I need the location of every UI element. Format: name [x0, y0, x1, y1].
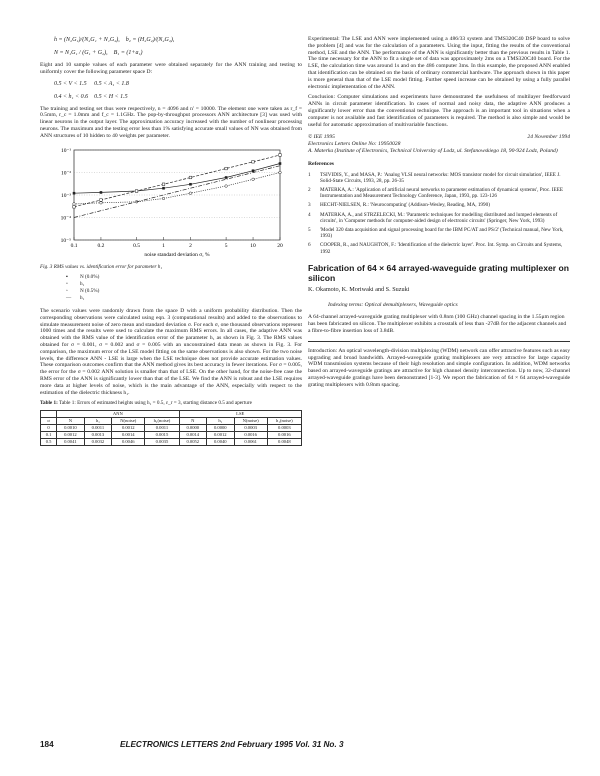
- col-header: h₁(noise): [267, 417, 301, 424]
- col-header: N(noise): [112, 417, 145, 424]
- table-cell: 0.0035: [145, 438, 179, 445]
- col-header: σ: [41, 417, 57, 424]
- abstract: A 64-channel arrayed-waveguide grating multiplexer with 0.8nm (100 GHz) channel spacing in the 1.55μm region has been fabricated on silicon. The multiplexer exhibits a crosstalk of less than -27dB for the adjacent channels and a fibre-to-fibre insertion loss of 3.8dB.: [308, 314, 567, 334]
- reference-item: 2 MATERKA, A.: 'Application of artificial neural networks to parameter estimation of dynamical systems', Proc. IEEE Instrumentation and Measurement Technology Conference, Japan, 1993, pp. 123-126: [308, 187, 570, 199]
- references-list: [308, 172, 570, 255]
- table-row: [41, 424, 302, 431]
- col-header: h₁: [207, 417, 235, 424]
- col-header: h₁(noise): [145, 417, 179, 424]
- col-header: h₁: [84, 417, 112, 424]
- data-point: [100, 198, 103, 201]
- page-number: 184: [40, 740, 54, 749]
- legend-item: [66, 295, 302, 302]
- table-cell: 0.0016: [267, 431, 301, 438]
- reference-text: TSIVIDIS, Y., and MASA, P.: 'Analog VLSI neural networks: MOS transistor model for circuit simulation', IEEE J. Solid-State Circuits, 1993, 28, pp. 26-35: [320, 171, 561, 184]
- series-line-1: [74, 163, 280, 193]
- table-caption: Table 1: Table 1: Errors of estimated heights using h₁ = 0.5, ε_r = 3, starting distance 0.5 and aperture: [40, 400, 252, 407]
- data-point: [252, 178, 255, 181]
- equation-1: h = (N₂G₁)/(N₂G₁ + N₁G₂), b₂ = (H₂G₂)/(N₂G₂),: [54, 37, 175, 43]
- table-cell: 0.0003: [234, 424, 267, 431]
- received-date: 24 November 1994: [527, 134, 570, 141]
- reference-item: 1 TSIVIDIS, Y., and MASA, P.: 'Analog VLSI neural networks: MOS transistor model for circuit simulation', IEEE J. Solid-State Circuits, 1993, 28, pp. 26-35: [308, 172, 570, 184]
- data-point: [135, 189, 138, 192]
- data-point: [225, 184, 228, 187]
- legend-symbol: ▪: [66, 273, 68, 280]
- x-axis-label: noise standard deviation σ, %: [144, 251, 210, 258]
- table-group-header: [41, 410, 302, 417]
- x-tick-label: 2: [189, 242, 192, 249]
- table-cell: 0.0012: [207, 431, 235, 438]
- copyright: © IEE 1995: [308, 134, 335, 141]
- constraint-1: 0.5 < V < 1.5 0.5 < A₁ < 1.8: [54, 80, 129, 87]
- paragraph-parameter-space: Eight and 10 sample values of each parameter were obtained separately for the ANN training and testing to uniformly cover the following parameter space D:: [40, 62, 302, 75]
- x-tick-label: 0.5: [133, 242, 141, 249]
- references-heading: References: [308, 160, 334, 167]
- paragraph-experimental: Experimental: The LSE and ANN were implemented using a 486/33 system and TMS320C40 DSP board to solve the problem [4] and was for the calculation of a parameters. Using the input, fitting the results of the conventional method, LSE and the ANN. The performance of the ANN is significantly better than the previous results in Table 1. The time necessary for the ANN to fit a single set of data was approximately 2ms on a TMS320C40 board. For the LSE, the calculation time was around 1s and on the 486 computer 3ms. In this example, the proposed ANN enabled that identification can be obtained on the basis of ordinary commercial hardware. The approach shown in this paper is more general than that of the LSE model fitting. Further speed increase can be obtained by using a fully parallel electronic implementation of the ANN.: [308, 36, 570, 90]
- legend-symbol: —: [66, 294, 72, 301]
- x-tick-label: 1: [162, 242, 165, 249]
- series-line-4: [74, 165, 280, 217]
- table-corner: [41, 410, 57, 417]
- y-tick-label: 10⁻¹: [60, 147, 71, 154]
- table-cell: 0.0014: [112, 431, 145, 438]
- data-point: [189, 176, 192, 179]
- x-tick-label: 10: [250, 242, 256, 249]
- online-ref: Electronics Letters Online No: 19950028: [308, 141, 401, 148]
- y-tick-label: 10⁻³: [60, 192, 71, 199]
- group-lse: LSE: [179, 410, 301, 417]
- legend-label: N (0.0%): [80, 273, 100, 280]
- article-title: Fabrication of 64 × 64 arrayed-waveguide grating multiplexer on silicon: [308, 262, 569, 283]
- data-point: [252, 160, 255, 163]
- data-point: [279, 162, 282, 165]
- x-tick-label: 0.2: [97, 242, 105, 249]
- table-cell: 0.0015: [145, 431, 179, 438]
- data-point: [73, 202, 76, 205]
- reference-item: 4 MATERKA, A., and STRZELECKI, M.: 'Parametric techniques for modelling distributed and lumped elements of circuits', in 'Computer methods for computer-aided design of electronic circuits' (Springer, New York, 1993): [308, 212, 570, 224]
- y-tick-label: 10⁻⁵: [60, 237, 71, 244]
- data-point: [162, 187, 165, 190]
- x-tick-label: 5: [224, 242, 228, 249]
- rms-error-chart: [40, 144, 302, 262]
- table-cell: 0.5: [41, 438, 57, 445]
- col-header: N(noise): [234, 417, 267, 424]
- table-cell: 0.1: [41, 431, 57, 438]
- data-point: [100, 201, 103, 204]
- data-point: [162, 183, 165, 186]
- table-cell: 0.0011: [84, 424, 112, 431]
- table-cell: 0: [41, 424, 57, 431]
- series-line-2: [74, 155, 280, 207]
- data-point: [100, 191, 103, 194]
- table-cell: 0.0000: [179, 424, 207, 431]
- data-point: [252, 169, 255, 172]
- table-cell: 0.0014: [179, 431, 207, 438]
- paragraph-results: The scenario values were randomly drawn from the space D with a uniform probability distribution. Then the corresponding observations were calculated using eqn. 3 (computational results) and added to the observations to simulate measurement noise of zero mean and standard deviation σ. For each σ, one thousand observations represent 1000 times and the results were used to calculate the maximum RMS errors. In all cases, the adaptive ANN was obtained with the RMS value of the identification error of the parameter h₁ as shown in Fig. 3. The RMS values obtained for σ = 0.001, σ = 0.002 and σ = 0.005 with an unconstrained data mean as shown in Fig. 3. For comparison, the maximum error of the LSE model fitting on the same observations is also shown. For the two noise levels, the difference ANN - LSE is large when the LSE technique does not provide accurate estimation values. These comparison outcomes confirm that the ANN method gives its best accuracy in fewer iterations. For σ = 0.005, the error for the σ = 0.002 ANN solution is smaller than that of LSE. On the other hand, for the noise-free case the RMS error of the ANN is significantly lower than that of the LSE. We find the ANN is robust and the LSE requires more data at higher levels of noise, which is the main advantage of the ANN, especially with respect to the estimation of the dielectric thickness h₁.: [40, 307, 302, 396]
- table-cell: 0.0013: [84, 431, 112, 438]
- table-cell: 0.0012: [57, 431, 85, 438]
- reference-text: 'Model 320 data acquisition and signal processing board for the IBM PC/AT and PS/2' (Technical manual, New York, 1993): [320, 226, 564, 240]
- data-point: [279, 171, 282, 174]
- data-point: [162, 197, 165, 200]
- indexing-terms: Indexing terms: Optical demultiplexers, Waveguide optics: [328, 301, 458, 308]
- left-column: [40, 36, 302, 446]
- journal-line: ELECTRONICS LETTERS 2nd February 1995 Vol. 31 No. 3: [120, 740, 344, 749]
- y-tick-label: 10⁻²: [60, 170, 71, 177]
- data-point: [279, 153, 282, 156]
- table-cell: 0.0048: [267, 438, 301, 445]
- reference-text: COOPER, R., and NAUGHTON, F.: 'Identification of the dielectric layer'. Proc. Int. Symp. on Circuits and Systems, 1992: [320, 242, 563, 255]
- errors-table: [40, 410, 302, 446]
- table-caption-text: Table 1: Errors of estimated heights using h₁ = 0.5, ε_r = 3, starting distance 0.5 and aperture: [59, 400, 252, 407]
- legend-item: [66, 274, 302, 281]
- figure-caption: Fig. 3 RMS values vs. identification error for parameter h₁: [40, 263, 163, 270]
- data-point: [225, 167, 228, 170]
- table-cell: 0.0016: [234, 431, 267, 438]
- reference-item: 6 COOPER, R., and NAUGHTON, F.: 'Identification of the dielectric layer'. Proc. Int. Symp. on Circuits and Systems, 1992: [308, 242, 570, 254]
- legend-label: h₁: [80, 280, 85, 287]
- paragraph-conclusion: Conclusion: Computer simulations and experiments have demonstrated the usefulness of multilayer feedforward ANNs in circuit parameter identification. In cases of normal and noisy data, the adaptive ANN produces a significantly lower error than the conventional technique. The approach is an important tool in situations when a computer is not available and fast identification of parameters is required. The method is also simple and would be useful for automatic approximation of multivariable functions.: [308, 94, 570, 128]
- data-point: [189, 183, 192, 186]
- legend-symbol: ◦: [66, 287, 68, 294]
- table-cell: 0.0010: [57, 424, 85, 431]
- table-cell: 0.0041: [57, 438, 85, 445]
- submission-line: [308, 134, 570, 141]
- col-header: N: [179, 417, 207, 424]
- reference-text: MATERKA, A.: 'Application of artificial neural networks to parameter estimation of dynamical systems', Proc. IEEE Instrumentation and Measurement Technology Conference, Japan, 1993, pp. 123-126: [320, 186, 564, 200]
- data-point: [73, 191, 76, 194]
- table-cell: 0.0061: [234, 438, 267, 445]
- article-authors: K. Okamoto, K. Moriwaki and S. Suzuki: [308, 285, 410, 293]
- table-cell: 0.0003: [267, 424, 301, 431]
- right-column: [308, 36, 570, 393]
- table-cell: 0.0012: [112, 424, 145, 431]
- table-cell: 0.0032: [84, 438, 112, 445]
- table-row: [41, 431, 302, 438]
- paragraph-introduction: Introduction: An optical wavelength-division multiplexing (WDM) network can offer attractive features such as easy upgrading and broad bandwidth. Arrayed-waveguide grating multiplexers are very attractive for large capacity WDM transmission systems because of their high resolution and simple configuration. In addition, WDM networks based on arrayed-waveguide gratings are attractive for high channel density interconnection. Up to now, 32-channel arrayed-waveguide gratings have been demonstrated [1-3]. We report the fabrication of 64 × 64 arrayed-waveguide grating multiplexers with 0.8nm spacing.: [308, 347, 570, 388]
- table-cell: 0.0011: [145, 424, 179, 431]
- table-cell: 0.0000: [207, 424, 235, 431]
- legend-symbol: ▫: [66, 280, 68, 287]
- divider: [308, 341, 570, 342]
- x-tick-label: 20: [277, 242, 283, 249]
- data-point: [73, 205, 76, 208]
- reference-item: 5 'Model 320 data acquisition and signal processing board for the IBM PC/AT and PS/2' (Technical manual, New York, 1993): [308, 227, 570, 239]
- paragraph-training: The training and testing set thus were respectively, n = 4096 and n' = 10000. The element one were taken as r_f = 0.5mm, r_c = 1.0mm and f_c = 1.1GHz. The pop-by-throughput processors ANN architecture [3] was used with linear neurons in the output layer. The approximation accuracy increased with the number of nonlinear processing neurons. The maximum and the testing error less than 1% satisfying accurate small values of NN was obtained from ANN structures of 10 hidden to 40 weights per parameter.: [40, 105, 302, 139]
- legend-label: h₁: [80, 294, 85, 301]
- col-header: N: [57, 417, 85, 424]
- reference-item: 3 HECHT-NIELSEN, R.: 'Neurocomputing' (Addison-Wesley, Reading, MA, 1990): [308, 202, 490, 209]
- constraint-2: 0.4 < h₁ < 0.6 0.5 < H < 1.5: [54, 93, 128, 100]
- page-footer: [40, 740, 570, 749]
- data-point: [189, 191, 192, 194]
- data-point: [225, 176, 228, 179]
- legend-label: N (0.5%): [80, 287, 100, 294]
- chart-legend: [66, 274, 302, 302]
- reference-text: MATERKA, A., and STRZELECKI, M.: 'Parametric techniques for modelling distributed and lumped elements of circuits', in 'Computer methods for computer-aided design of electronic circuits' (Springer, New York, 1993): [320, 211, 558, 224]
- equation-2: N = N₁G₁ / (G₁ + G₂), B₁ = (1+a₁): [54, 50, 143, 56]
- y-tick-label: 10⁻⁴: [60, 215, 71, 222]
- table-header: [41, 417, 302, 424]
- legend-item: [66, 281, 302, 288]
- table-row: [41, 438, 302, 445]
- table-cell: 0.0046: [112, 438, 145, 445]
- reference-text: HECHT-NIELSEN, R.: 'Neurocomputing' (Addison-Wesley, Reading, MA, 1990): [320, 202, 490, 209]
- affiliation: A. Materka (Institute of Electronics, Technical University of Lodz, ul. Stefanowskiego 18, 90-924 Lodz, Poland): [308, 147, 558, 154]
- table-cell: 0.0052: [179, 438, 207, 445]
- table-cell: 0.0040: [207, 438, 235, 445]
- legend-item: [66, 288, 302, 295]
- group-ann: ANN: [57, 410, 179, 417]
- x-tick-label: 0.1: [70, 242, 78, 249]
